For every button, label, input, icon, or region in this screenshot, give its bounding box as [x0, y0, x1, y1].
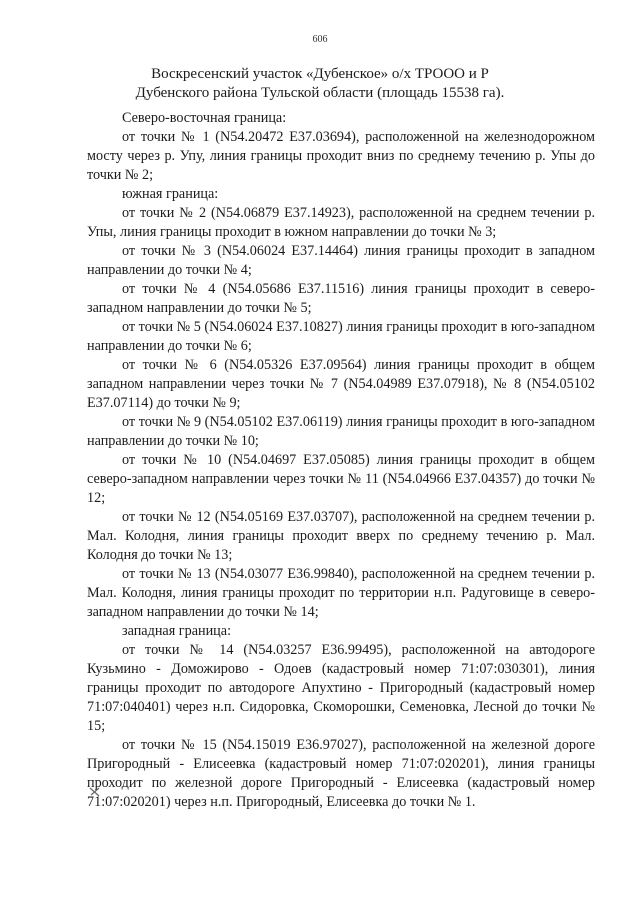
boundary-paragraph: от точки № 12 (N54.05169 E37.03707), расположенной на среднем течении р. Мал. Колодня, линия границы проходит вверх по среднему течению р. Мал. Колодня до точки № 13; [87, 509, 595, 563]
boundary-paragraph: от точки № 9 (N54.05102 E37.06119) линия границы проходит в юго-западном направлении до точки № 10; [87, 414, 595, 449]
boundary-paragraph: от точки № 2 (N54.06879 E37.14923), расположенной на среднем течении р. Упы, линия границы проходит в южном направлении до точки № 3; [87, 205, 595, 240]
boundary-paragraph: от точки № 14 (N54.03257 E36.99495), расположенной на автодороге Кузьмино - Доможирово - Одоев (кадастровый номер 71:07:030301), линия границы проходит по автодороге Апухтино - Пригородный (кадастровый номер 71:07:040401) через н.п. Сидоровка, Скоморошки, Семеновка, Лесной до точки № 15; [87, 642, 595, 734]
boundary-description [87, 109, 595, 812]
title-line-1: Воскресенский участок «Дубенское» о/х ТРООО и Р [151, 66, 489, 82]
boundary-paragraph: от точки № 6 (N54.05326 E37.09564) линия границы проходит в общем западном направлении через точки № 7 (N54.04989 E37.07918), № 8 (N54.05102 E37.07114) до точки № 9; [87, 357, 595, 411]
title-line-2: Дубенского района Тульской области (площадь 15538 га). [135, 85, 505, 101]
section-heading-west: западная граница: [122, 623, 232, 639]
boundary-paragraph: от точки № 13 (N54.03077 E36.99840), расположенной на среднем течении р. Мал. Колодня, линия границы проходит по территории н.п. Радуговище в северо-западном направлении до точки № 14; [87, 566, 595, 620]
section-heading-south: южная граница: [122, 186, 219, 202]
boundary-paragraph: от точки № 1 (N54.20472 E37.03694), расположенной на железнодорожном мосту через р. Упу, линия границы проходит вниз по среднему течению р. Упы до точки № 2; [87, 129, 595, 183]
boundary-paragraph: от точки № 15 (N54.15019 E36.97027), расположенной на железной дороге Пригородный - Елисеевка (кадастровый номер 71:07:020201), линия границы проходит по железной дороге Пригородный - Елисеевка (кадастровый номер 71:07:020201) через н.п. Пригородный, Елисеевка до точки № 1. [87, 737, 595, 810]
boundary-paragraph: от точки № 10 (N54.04697 E37.05085) линия границы проходит в общем северо-западном направлении через точки № 11 (N54.04966 E37.04357) до точки № 12; [87, 452, 595, 506]
boundary-paragraph: от точки № 4 (N54.05686 E37.11516) линия границы проходит в северо-западном направлении до точки № 5; [87, 281, 595, 316]
section-heading-northeast: Северо-восточная граница: [122, 110, 287, 126]
document-title [60, 65, 580, 103]
page-number: 606 [312, 34, 328, 45]
pen-mark-icon [88, 785, 102, 803]
boundary-paragraph: от точки № 5 (N54.06024 E37.10827) линия границы проходит в юго-западном направлении до точки № 6; [87, 319, 595, 354]
boundary-paragraph: от точки № 3 (N54.06024 E37.14464) линия границы проходит в западном направлении до точки № 4; [87, 243, 595, 278]
